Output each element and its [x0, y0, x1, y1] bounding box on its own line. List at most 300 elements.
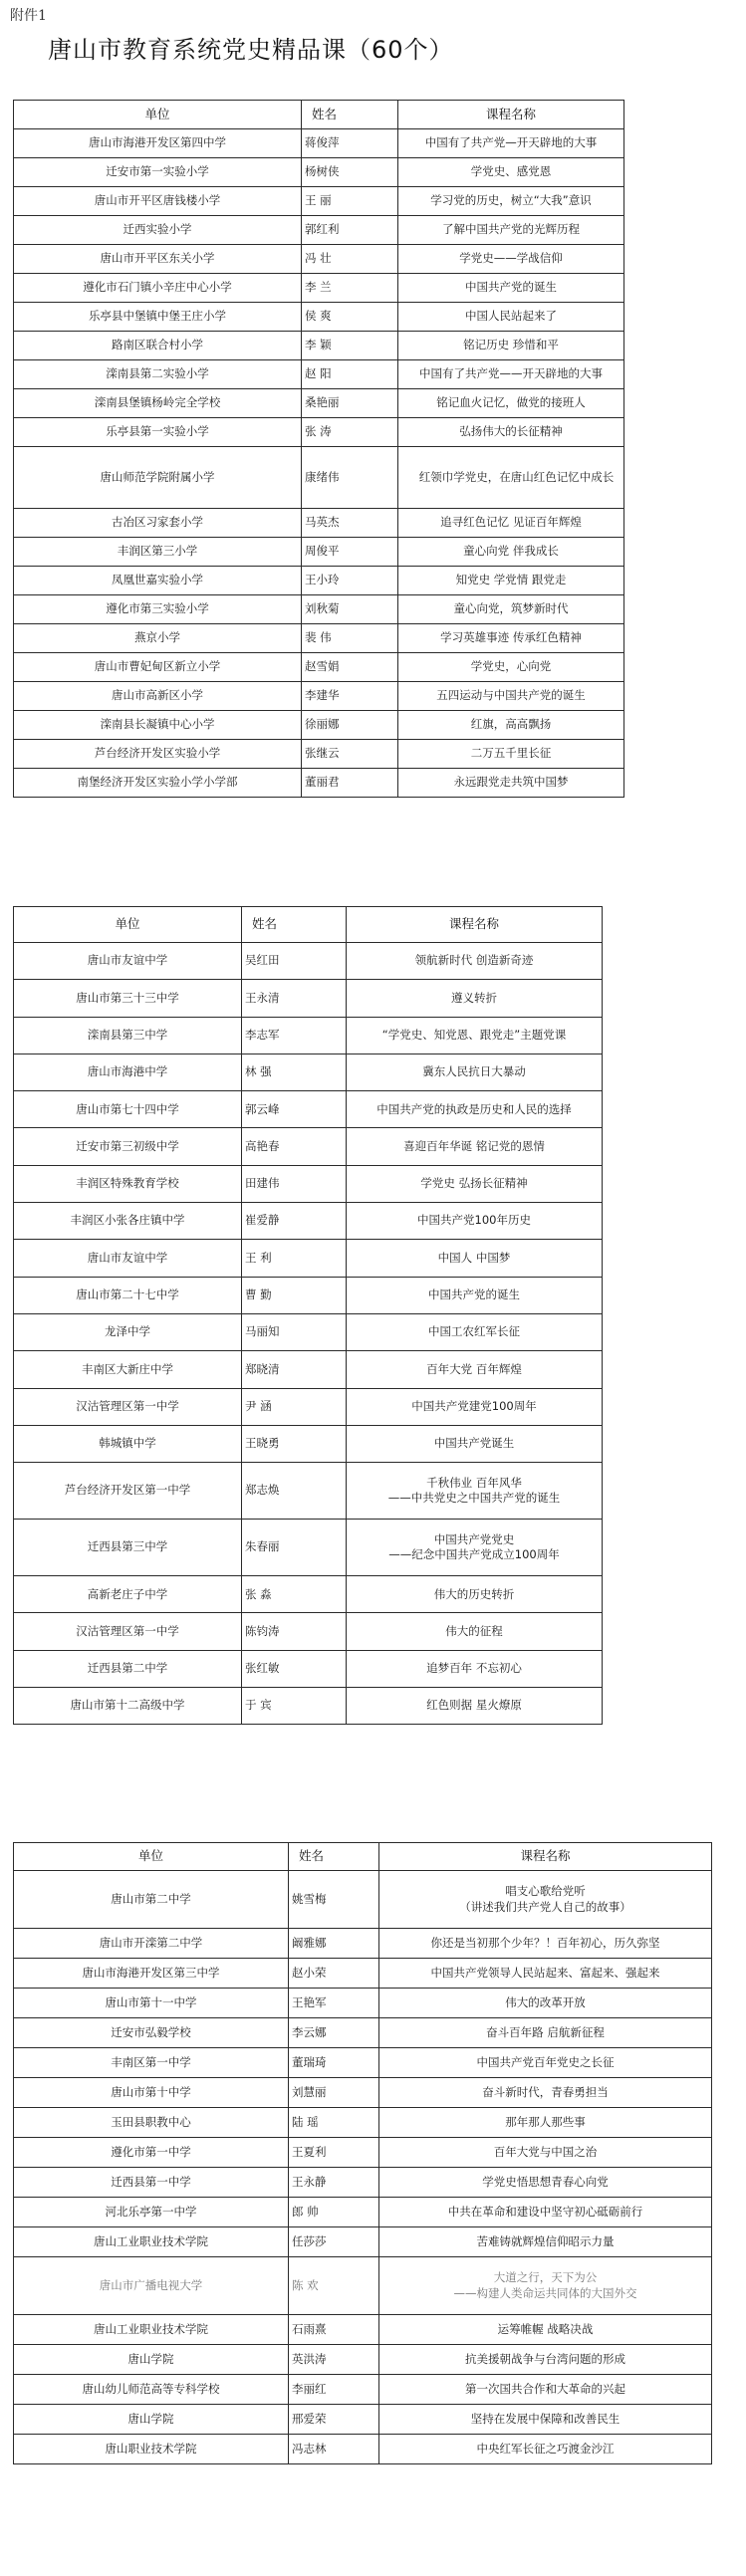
- unit-cell: 迁安市第三初级中学: [14, 1128, 242, 1165]
- table-row: [14, 711, 624, 740]
- teacher-name-cell: 尹 涵: [242, 1388, 347, 1425]
- column-header-unit: 单位: [14, 907, 242, 943]
- unit-cell: 乐亭县第一实验小学: [14, 418, 302, 447]
- course-title-line: 童心向党，筑梦新时代: [453, 601, 569, 616]
- unit-cell: 唐山市第七十四中学: [14, 1091, 242, 1128]
- unit-cell: 遵化市第一中学: [14, 2138, 289, 2168]
- unit-cell: 滦南县堡镇杨岭完全学校: [14, 389, 302, 418]
- table-row: [14, 2315, 712, 2345]
- unit-cell: 丰润区小张各庄镇中学: [14, 1203, 242, 1240]
- column-header-name: 姓名: [242, 907, 347, 943]
- teacher-name-cell: 王永清: [242, 980, 347, 1017]
- course-title-line: 学党史悟思想青春心向党: [482, 2174, 609, 2189]
- teacher-name-cell: 王艳军: [289, 1989, 379, 2018]
- course-title-line: 奋斗百年路 启航新征程: [486, 2024, 605, 2039]
- course-title-line: 二万五千里长征: [470, 746, 552, 761]
- teacher-name-cell: 郭红利: [302, 216, 398, 245]
- teacher-name-cell: 冯志林: [289, 2435, 379, 2464]
- teacher-name-cell: 马丽知: [242, 1313, 347, 1350]
- teacher-name-cell: 刘秋菊: [302, 595, 398, 624]
- table-row: [14, 740, 624, 769]
- table-row: [14, 1165, 603, 1202]
- course-title-cell: [398, 274, 624, 303]
- course-title-cell: [347, 1650, 603, 1687]
- course-title-cell: [379, 1929, 712, 1959]
- table-row: [14, 1929, 712, 1959]
- teacher-name-cell: 邢爱荣: [289, 2405, 379, 2435]
- table-row: [14, 447, 624, 509]
- column-header-name: 姓名: [289, 1843, 379, 1871]
- table-row: [14, 1520, 603, 1576]
- unit-cell: 唐山师范学院附属小学: [14, 447, 302, 509]
- table-row: [14, 1240, 603, 1277]
- course-title-line: 运筹帷幄 战略决战: [497, 2321, 594, 2336]
- unit-cell: 玉田县职教中心: [14, 2108, 289, 2138]
- course-title-cell: [398, 740, 624, 769]
- table-row: [14, 653, 624, 682]
- course-title-cell: [398, 303, 624, 332]
- course-title-cell: [398, 595, 624, 624]
- course-title-line: 中国共产党的诞生: [465, 280, 557, 295]
- unit-cell: 唐山工业职业技术学院: [14, 2315, 289, 2345]
- teacher-name-cell: 吴红田: [242, 943, 347, 980]
- teacher-name-cell: 董瑞琦: [289, 2048, 379, 2078]
- table-row: [14, 1688, 603, 1725]
- course-title-cell: [347, 1165, 603, 1202]
- teacher-name-cell: 石雨熹: [289, 2315, 379, 2345]
- column-header-name: 姓名: [302, 101, 398, 129]
- table-row: [14, 2108, 712, 2138]
- column-header-course: 课程名称: [398, 101, 624, 129]
- table-row: [14, 2405, 712, 2435]
- unit-cell: 滦南县第二实验小学: [14, 360, 302, 389]
- unit-cell: 南堡经济开发区实验小学小学部: [14, 769, 302, 798]
- teacher-name-cell: 曹 勤: [242, 1277, 347, 1313]
- unit-cell: 唐山市友谊中学: [14, 943, 242, 980]
- course-title-cell: [379, 1871, 712, 1929]
- table-row: [14, 245, 624, 274]
- table-row: [14, 1351, 603, 1388]
- unit-cell: 唐山学院: [14, 2405, 289, 2435]
- table-row: [14, 1463, 603, 1520]
- course-title-line: 中国共产党的执政是历史和人民的选择: [376, 1101, 572, 1116]
- teacher-name-cell: 王 丽: [302, 187, 398, 216]
- course-title-line: 伟大的征程: [445, 1623, 503, 1638]
- teacher-name-cell: 康绪伟: [302, 447, 398, 509]
- unit-cell: 迁安市弘毅学校: [14, 2018, 289, 2048]
- teacher-name-cell: 阚雅娜: [289, 1929, 379, 1959]
- table-row: [14, 1871, 712, 1929]
- table-row: [14, 2048, 712, 2078]
- course-title-cell: [398, 187, 624, 216]
- unit-cell: 芦台经济开发区第一中学: [14, 1463, 242, 1520]
- teacher-name-cell: 张继云: [302, 740, 398, 769]
- table-row: [14, 1091, 603, 1128]
- course-title-cell: [379, 1989, 712, 2018]
- table-header-row: [14, 907, 603, 943]
- course-title-cell: [379, 2048, 712, 2078]
- course-title-cell: [347, 1463, 603, 1520]
- course-title-line: 知党史 学党情 跟党走: [455, 573, 567, 587]
- course-title-line: （讲述我们共产党人自己的故事）: [459, 1899, 631, 1914]
- table-row: [14, 1613, 603, 1650]
- course-title-cell: [347, 1091, 603, 1128]
- course-title-cell: [398, 653, 624, 682]
- teacher-name-cell: 朱春丽: [242, 1520, 347, 1576]
- unit-cell: 凤凰世嘉实验小学: [14, 567, 302, 595]
- course-title-cell: [347, 1017, 603, 1054]
- course-title-cell: [379, 2375, 712, 2405]
- teacher-name-cell: 李 兰: [302, 274, 398, 303]
- table-row: [14, 1054, 603, 1090]
- course-title-cell: [347, 1520, 603, 1576]
- course-title-line: 中国人 中国梦: [437, 1250, 511, 1265]
- unit-cell: 唐山市第二中学: [14, 1871, 289, 1929]
- course-title-cell: [379, 2435, 712, 2464]
- course-title-line: 大道之行，天下为公: [493, 2269, 598, 2284]
- teacher-name-cell: 于 宾: [242, 1688, 347, 1725]
- table-row: [14, 2375, 712, 2405]
- teacher-name-cell: 英洪涛: [289, 2345, 379, 2375]
- course-title-line: 中国人民站起来了: [465, 309, 557, 324]
- teacher-name-cell: 王小玲: [302, 567, 398, 595]
- table-row: [14, 538, 624, 567]
- table-row: [14, 2227, 712, 2257]
- course-title-line: ——纪念中国共产党成立100周年: [388, 1547, 560, 1562]
- table-row: [14, 158, 624, 187]
- table-row: [14, 389, 624, 418]
- table-row: [14, 129, 624, 158]
- unit-cell: 唐山市第十中学: [14, 2078, 289, 2108]
- unit-cell: 龙泽中学: [14, 1313, 242, 1350]
- teacher-name-cell: 陆 瑶: [289, 2108, 379, 2138]
- teacher-name-cell: 李云娜: [289, 2018, 379, 2048]
- course-title-line: 五四运动与中国共产党的诞生: [436, 688, 586, 703]
- course-title-cell: [398, 129, 624, 158]
- teacher-name-cell: 张 淼: [242, 1576, 347, 1613]
- teacher-name-cell: 蒋俊萍: [302, 129, 398, 158]
- table-header-row: [14, 1843, 712, 1871]
- table-row: [14, 509, 624, 538]
- unit-cell: 迁西县第二中学: [14, 1650, 242, 1687]
- course-title-line: 领航新时代 创造新奇迹: [414, 953, 534, 968]
- unit-cell: 乐亭县中堡镇中堡王庄小学: [14, 303, 302, 332]
- course-title-line: 冀东人民抗日大暴动: [422, 1064, 526, 1079]
- course-title-cell: [398, 216, 624, 245]
- table-row: [14, 624, 624, 653]
- teacher-name-cell: 周俊平: [302, 538, 398, 567]
- course-title-cell: [398, 769, 624, 798]
- table-row: [14, 1576, 603, 1613]
- course-title-cell: [398, 447, 624, 509]
- course-title-line: 百年大党 百年辉煌: [426, 1361, 522, 1376]
- course-table-primary: [13, 100, 624, 798]
- course-title-line: 第一次国共合作和大革命的兴起: [465, 2381, 625, 2396]
- course-title-cell: [347, 1128, 603, 1165]
- table-row: [14, 1959, 712, 1989]
- unit-cell: 古冶区习家套小学: [14, 509, 302, 538]
- unit-cell: 唐山市曹妃甸区新立小学: [14, 653, 302, 682]
- course-title-cell: [398, 538, 624, 567]
- course-title-line: 中国共产党的诞生: [428, 1288, 520, 1302]
- table-row: [14, 2435, 712, 2464]
- table-row: [14, 274, 624, 303]
- unit-cell: 迁安市第一实验小学: [14, 158, 302, 187]
- course-title-cell: [379, 2138, 712, 2168]
- table-row: [14, 216, 624, 245]
- course-title-line: 中国共产党建党100周年: [411, 1398, 537, 1413]
- table-row: [14, 1277, 603, 1313]
- teacher-name-cell: 张 涛: [302, 418, 398, 447]
- course-title-line: 追寻红色记忆 见证百年辉煌: [440, 515, 582, 530]
- unit-cell: 河北乐亭第一中学: [14, 2198, 289, 2227]
- teacher-name-cell: 郑晓清: [242, 1351, 347, 1388]
- course-title-cell: [379, 2405, 712, 2435]
- course-title-line: 铭记历史 珍惜和平: [463, 338, 559, 352]
- unit-cell: 唐山学院: [14, 2345, 289, 2375]
- course-title-line: 红领巾学党史，在唐山红色记忆中成长: [418, 469, 615, 484]
- teacher-name-cell: 桑艳丽: [302, 389, 398, 418]
- course-title-line: ——构建人类命运共同体的大国外交: [453, 2285, 637, 2300]
- unit-cell: 遵化市第三实验小学: [14, 595, 302, 624]
- course-title-line: 百年大党与中国之治: [493, 2144, 598, 2159]
- table-row: [14, 567, 624, 595]
- unit-cell: 唐山市第十二高级中学: [14, 1688, 242, 1725]
- course-title-cell: [379, 2198, 712, 2227]
- course-title-cell: [379, 2227, 712, 2257]
- teacher-name-cell: 姚雪梅: [289, 1871, 379, 1929]
- course-title-cell: [347, 1054, 603, 1090]
- teacher-name-cell: 刘慧丽: [289, 2078, 379, 2108]
- unit-cell: 唐山市海港开发区第三中学: [14, 1959, 289, 1989]
- teacher-name-cell: 郭云峰: [242, 1091, 347, 1128]
- course-title-cell: [347, 1203, 603, 1240]
- unit-cell: 迁西实验小学: [14, 216, 302, 245]
- course-title-line: 了解中国共产党的光辉历程: [442, 222, 580, 237]
- course-title-cell: [398, 389, 624, 418]
- teacher-name-cell: 郎 帅: [289, 2198, 379, 2227]
- teacher-name-cell: 赵雪娟: [302, 653, 398, 682]
- course-title-line: 学习党的历史，树立“大我”意识: [430, 193, 592, 208]
- teacher-name-cell: 高艳春: [242, 1128, 347, 1165]
- unit-cell: 唐山幼儿师范高等专科学校: [14, 2375, 289, 2405]
- unit-cell: 路南区联合村小学: [14, 332, 302, 360]
- teacher-name-cell: 林 强: [242, 1054, 347, 1090]
- course-title-cell: [398, 567, 624, 595]
- course-title-line: 追梦百年 不忘初心: [426, 1661, 522, 1676]
- unit-cell: 唐山市第十一中学: [14, 1989, 289, 2018]
- course-title-line: 伟大的改革开放: [505, 1994, 586, 2009]
- table-row: [14, 980, 603, 1017]
- column-header-unit: 单位: [14, 101, 302, 129]
- unit-cell: 丰润区第三小学: [14, 538, 302, 567]
- course-title-cell: [398, 509, 624, 538]
- course-title-cell: [347, 1351, 603, 1388]
- annex-label: 附件1: [10, 8, 47, 24]
- page-title: 唐山市教育系统党史精品课（60个）: [48, 36, 454, 64]
- course-title-line: “学党史、知党恩、跟党走”主题党课: [381, 1027, 567, 1042]
- course-title-line: 铭记血火记忆，做党的接班人: [436, 395, 586, 410]
- course-title-cell: [398, 158, 624, 187]
- course-title-cell: [398, 418, 624, 447]
- teacher-name-cell: 王晓勇: [242, 1425, 347, 1462]
- course-title-line: 中国有了共产党—开天辟地的大事: [424, 135, 598, 150]
- column-header-course: 课程名称: [347, 907, 603, 943]
- teacher-name-cell: 杨树侠: [302, 158, 398, 187]
- unit-cell: 迁西县第三中学: [14, 1520, 242, 1576]
- course-title-line: 唱支心歌给党听: [505, 1883, 586, 1898]
- course-title-cell: [347, 1313, 603, 1350]
- course-title-cell: [379, 2018, 712, 2048]
- table-row: [14, 2138, 712, 2168]
- teacher-name-cell: 马英杰: [302, 509, 398, 538]
- unit-cell: 芦台经济开发区实验小学: [14, 740, 302, 769]
- teacher-name-cell: 陈 欢: [289, 2257, 379, 2315]
- teacher-name-cell: 赵 阳: [302, 360, 398, 389]
- unit-cell: 丰南区大新庄中学: [14, 1351, 242, 1388]
- unit-cell: 滦南县第三中学: [14, 1017, 242, 1054]
- course-title-cell: [398, 360, 624, 389]
- course-title-line: 中国共产党诞生: [433, 1436, 515, 1451]
- table-row: [14, 1128, 603, 1165]
- course-title-line: 中国工农红军长征: [428, 1324, 520, 1339]
- course-table-higher: [13, 1842, 712, 2464]
- course-title-cell: [347, 1576, 603, 1613]
- course-title-line: 千秋伟业 百年风华: [426, 1475, 522, 1490]
- course-title-line: ——中共党史之中国共产党的诞生: [387, 1491, 561, 1506]
- course-title-line: 学党史 弘扬长征精神: [420, 1176, 528, 1191]
- course-title-cell: [379, 2078, 712, 2108]
- unit-cell: 唐山市第三十三中学: [14, 980, 242, 1017]
- unit-cell: 唐山市开平区东关小学: [14, 245, 302, 274]
- table-row: [14, 682, 624, 711]
- course-title-cell: [379, 2315, 712, 2345]
- course-title-cell: [379, 2345, 712, 2375]
- unit-cell: 韩城镇中学: [14, 1425, 242, 1462]
- course-title-cell: [347, 943, 603, 980]
- course-title-line: 中国共产党领导人民站起来、富起来、强起来: [430, 1965, 660, 1980]
- unit-cell: 唐山市友谊中学: [14, 1240, 242, 1277]
- teacher-name-cell: 裴 伟: [302, 624, 398, 653]
- course-title-cell: [379, 2257, 712, 2315]
- course-title-cell: [398, 624, 624, 653]
- course-table-middle: [13, 906, 603, 1725]
- course-title-cell: [398, 682, 624, 711]
- course-title-cell: [347, 1388, 603, 1425]
- unit-cell: 迁西县第一中学: [14, 2168, 289, 2198]
- course-title-cell: [347, 1613, 603, 1650]
- unit-cell: 唐山市海港中学: [14, 1054, 242, 1090]
- table-row: [14, 1989, 712, 2018]
- unit-cell: 丰南区第一中学: [14, 2048, 289, 2078]
- unit-cell: 唐山市高新区小学: [14, 682, 302, 711]
- unit-cell: 燕京小学: [14, 624, 302, 653]
- teacher-name-cell: 郑志焕: [242, 1463, 347, 1520]
- course-title-line: 苦难铸就辉煌信仰昭示力量: [476, 2233, 615, 2248]
- unit-cell: 唐山市海港开发区第四中学: [14, 129, 302, 158]
- table-row: [14, 595, 624, 624]
- course-title-line: 中国有了共产党——开天辟地的大事: [419, 366, 603, 381]
- course-title-line: 红色则据 星火燎原: [426, 1698, 522, 1713]
- course-title-line: 中共在革命和建设中坚守初心砥砺前行: [447, 2204, 643, 2219]
- table-row: [14, 418, 624, 447]
- table-row: [14, 2018, 712, 2048]
- table-row: [14, 187, 624, 216]
- unit-cell: 丰润区特殊教育学校: [14, 1165, 242, 1202]
- unit-cell: 高新老庄子中学: [14, 1576, 242, 1613]
- table-row: [14, 1650, 603, 1687]
- column-header-course: 课程名称: [379, 1843, 712, 1871]
- teacher-name-cell: 李丽红: [289, 2375, 379, 2405]
- teacher-name-cell: 王永静: [289, 2168, 379, 2198]
- course-title-cell: [398, 245, 624, 274]
- teacher-name-cell: 李志军: [242, 1017, 347, 1054]
- table-row: [14, 303, 624, 332]
- teacher-name-cell: 董丽君: [302, 769, 398, 798]
- teacher-name-cell: 王 利: [242, 1240, 347, 1277]
- table-row: [14, 943, 603, 980]
- teacher-name-cell: 李建华: [302, 682, 398, 711]
- course-title-line: 弘扬伟大的长征精神: [459, 424, 563, 439]
- unit-cell: 唐山工业职业技术学院: [14, 2227, 289, 2257]
- course-title-line: 童心向党 伴我成长: [463, 544, 559, 559]
- course-title-line: 中国共产党党史: [433, 1531, 515, 1546]
- course-title-line: 抗美援朝战争与台湾问题的形成: [465, 2351, 625, 2366]
- course-title-line: 坚持在发展中保障和改善民生: [470, 2411, 621, 2426]
- course-title-line: 学党史，心向党: [470, 659, 552, 674]
- course-title-line: 伟大的历史转折: [433, 1586, 515, 1601]
- course-title-cell: [347, 1277, 603, 1313]
- table-row: [14, 360, 624, 389]
- teacher-name-cell: 徐丽娜: [302, 711, 398, 740]
- course-title-line: 中央红军长征之巧渡金沙江: [476, 2441, 615, 2456]
- course-title-line: 奋斗新时代，青春勇担当: [482, 2084, 609, 2099]
- course-title-cell: [347, 1425, 603, 1462]
- table-row: [14, 769, 624, 798]
- course-title-cell: [379, 1959, 712, 1989]
- column-header-unit: 单位: [14, 1843, 289, 1871]
- course-title-cell: [398, 332, 624, 360]
- course-title-line: 学习英雄事迹 传承红色精神: [440, 630, 582, 645]
- unit-cell: 滦南县长凝镇中心小学: [14, 711, 302, 740]
- table-row: [14, 1425, 603, 1462]
- table-row: [14, 2168, 712, 2198]
- table-row: [14, 2078, 712, 2108]
- teacher-name-cell: 陈钧涛: [242, 1613, 347, 1650]
- course-title-line: 学党史、感党恩: [470, 164, 552, 179]
- course-title-cell: [347, 1240, 603, 1277]
- unit-cell: 唐山市开平区唐钱楼小学: [14, 187, 302, 216]
- course-title-line: 学党史——学战信仰: [459, 251, 563, 266]
- course-title-line: 那年那人那些事: [505, 2114, 586, 2129]
- teacher-name-cell: 侯 爽: [302, 303, 398, 332]
- unit-cell: 唐山市第二十七中学: [14, 1277, 242, 1313]
- course-title-cell: [398, 711, 624, 740]
- course-title-cell: [347, 1688, 603, 1725]
- teacher-name-cell: 崔爱静: [242, 1203, 347, 1240]
- teacher-name-cell: 任莎莎: [289, 2227, 379, 2257]
- table-row: [14, 1203, 603, 1240]
- course-title-cell: [347, 980, 603, 1017]
- unit-cell: 唐山市广播电视大学: [14, 2257, 289, 2315]
- course-title-line: 中国共产党百年党史之长征: [476, 2054, 615, 2069]
- unit-cell: 汉沽管理区第一中学: [14, 1613, 242, 1650]
- course-title-line: 中国共产党100年历史: [417, 1213, 531, 1228]
- teacher-name-cell: 李 颖: [302, 332, 398, 360]
- teacher-name-cell: 冯 壮: [302, 245, 398, 274]
- unit-cell: 遵化市石门镇小辛庄中心小学: [14, 274, 302, 303]
- teacher-name-cell: 赵小荣: [289, 1959, 379, 1989]
